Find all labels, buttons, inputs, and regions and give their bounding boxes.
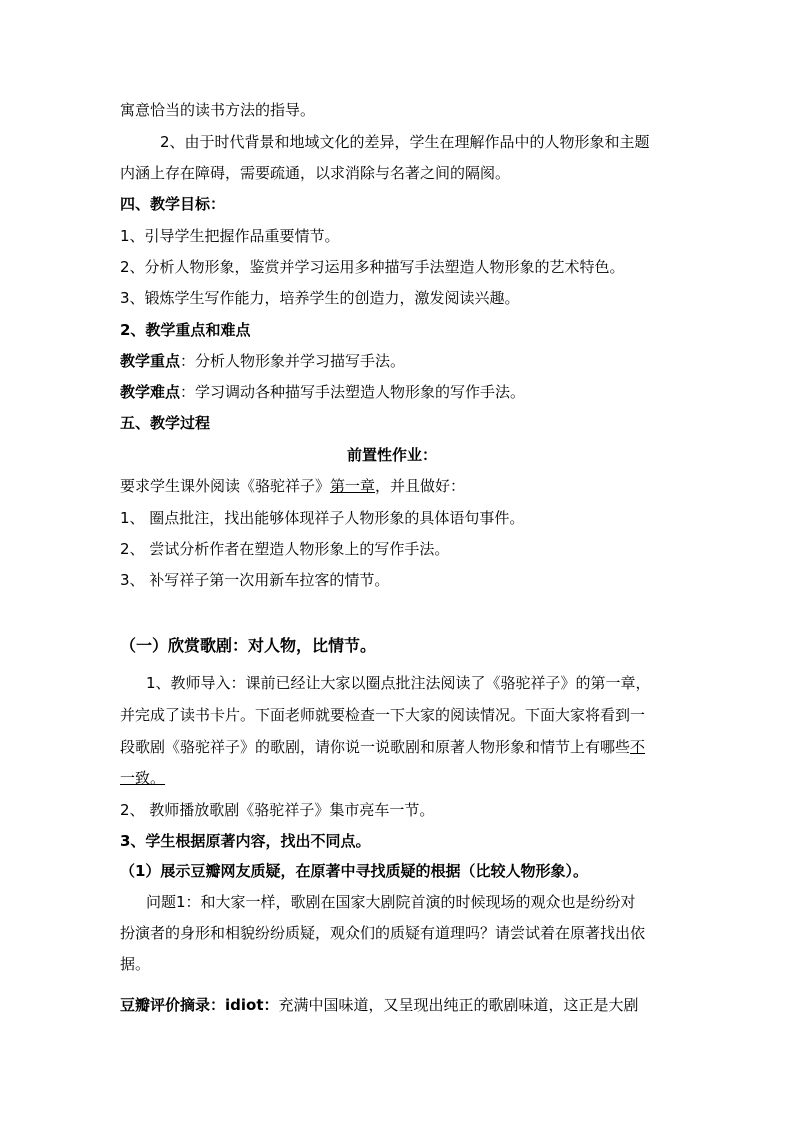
list-item: 3、学生根据原著内容，找出不同点。 xyxy=(120,832,371,850)
subsection-title: 前置性作业： xyxy=(347,446,438,464)
section-heading: 四、教学目标： xyxy=(120,195,226,213)
difficulty-line xyxy=(120,381,525,403)
list-item: 3、 补写祥子第一次用新车拉客的情节。 xyxy=(120,571,390,589)
paragraph-line: 2、由于时代背景和地域文化的差异，学生在理解作品中的人物形象和主题 xyxy=(160,133,650,151)
list-item: 1、 圈点批注，找出能够体现祥子人物形象的具体语句事件。 xyxy=(120,509,525,527)
text-span: ，并且做好： xyxy=(375,477,466,495)
review-label: 豆瓣评价摘录： xyxy=(120,996,226,1014)
review-excerpt xyxy=(120,994,639,1016)
paragraph-line xyxy=(120,736,645,758)
list-item: 3、锻炼学生写作能力，培养学生的创造力，激发阅读兴趣。 xyxy=(120,289,520,307)
reviewer-name: idiot： xyxy=(225,996,279,1014)
paragraph-line: 寓意恰当的读书方法的指导。 xyxy=(120,101,316,119)
review-text: 充满中国味道，又呈现出纯正的歌剧味道，这正是大剧 xyxy=(278,996,639,1014)
list-item: 2、 教师播放歌剧《骆驼祥子》集市亮车一节。 xyxy=(120,801,435,819)
key-point-line xyxy=(120,350,405,372)
key-point-label: 教学重点 xyxy=(120,352,181,370)
list-item: 2、分析人物形象，鉴赏并学习运用多种描写手法塑造人物形象的艺术特色。 xyxy=(120,258,625,276)
key-point-text: ：分析人物形象并学习描写手法。 xyxy=(180,352,406,370)
list-item: 2、 尝试分析作者在塑造人物形象上的写作手法。 xyxy=(120,540,450,558)
section-heading: 五、教学过程 xyxy=(120,414,211,432)
paragraph-line: 并完成了读书卡片。下面老师就要检查一下大家的阅读情况。下面大家将看到一 xyxy=(120,706,646,724)
subsection-heading: （1）展示豆瓣网友质疑，在原著中寻找质疑的根据（比较人物形象）。 xyxy=(120,862,588,880)
text-span: 段歌剧《骆驼祥子》的歌剧，请你说一说歌剧和原著人物形象和情节上有哪些 xyxy=(120,738,631,756)
paragraph-line: 1、教师导入：课前已经让大家以圈点批注法阅读了《骆驼祥子》的第一章， xyxy=(146,674,651,692)
difficulty-text: ：学习调动各种描写手法塑造人物形象的写作手法。 xyxy=(180,383,526,401)
text-span: 要求学生课外阅读《骆驼祥子》 xyxy=(120,477,331,495)
paragraph-line: 扮演者的身形和相貌纷纷质疑，观众们的质疑有道理吗？请尝试着在原著找出依 xyxy=(120,924,646,942)
paragraph-line xyxy=(120,475,465,497)
paragraph-line: 问题1：和大家一样，歌剧在国家大剧院首演的时候现场的观众也是纷纷对 xyxy=(146,893,636,911)
difficulty-label: 教学难点 xyxy=(120,383,181,401)
underlined-text: 不 xyxy=(630,738,646,756)
underlined-text: 第一章 xyxy=(330,477,376,495)
paragraph-line: 一致。 xyxy=(120,769,166,787)
paragraph-line: 内涵上存在障碍，需要疏通，以求消除与名著之间的隔阂。 xyxy=(120,164,511,182)
paragraph-line: 据。 xyxy=(120,955,151,973)
list-item: 1、引导学生把握作品重要情节。 xyxy=(120,227,340,245)
section-heading: 2、教学重点和难点 xyxy=(120,321,251,339)
section-heading: （一）欣赏歌剧：对人物，比情节。 xyxy=(120,636,377,655)
